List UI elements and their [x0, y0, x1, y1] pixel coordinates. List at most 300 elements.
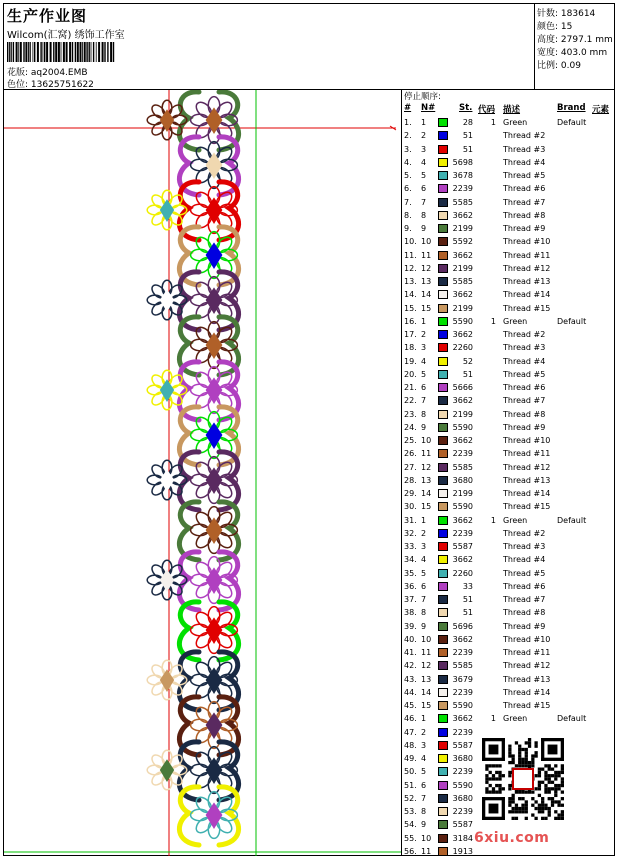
qr-module [551, 804, 554, 807]
row-index: 39. [404, 621, 417, 631]
barcode-bar [107, 42, 108, 62]
table-row [404, 434, 614, 447]
row-description: Thread #9 [503, 621, 546, 631]
row-needle: 1 [421, 515, 427, 525]
color-swatch [438, 198, 448, 207]
row-needle: 4 [421, 157, 427, 167]
table-row [404, 553, 614, 566]
stat-scale [537, 58, 581, 71]
row-index: 13. [404, 277, 417, 286]
col-header-desc: 描述 [503, 105, 521, 115]
color-swatch [438, 608, 448, 617]
qr-module [508, 800, 511, 803]
row-description: Thread #6 [503, 184, 546, 194]
table-row [404, 249, 614, 262]
qr-module [561, 813, 564, 816]
table-row [404, 143, 614, 156]
row-stitches: 5592 [452, 237, 473, 247]
row-description: Thread #5 [503, 171, 546, 180]
row-needle: 7 [421, 595, 427, 604]
qr-module [561, 781, 564, 784]
qr-module [508, 754, 511, 757]
qr-module [512, 794, 515, 797]
color-swatch [438, 436, 448, 445]
row-needle: 9 [421, 621, 427, 631]
qr-module [544, 764, 547, 767]
row-index: 37. [404, 595, 417, 604]
row-index: 22. [404, 396, 417, 406]
table-row [404, 686, 614, 699]
row-code: 1 [490, 118, 496, 127]
qr-module [548, 797, 551, 800]
qr-module [534, 745, 537, 748]
stat-height-label: 高度: [537, 35, 559, 45]
table-row [404, 275, 614, 288]
qr-module [485, 768, 488, 771]
row-needle: 4 [421, 356, 427, 366]
row-brand: Default [557, 714, 587, 724]
pattern-label: 花版: [7, 68, 29, 78]
qr-module [508, 810, 511, 813]
row-index: 46. [404, 714, 417, 724]
qr-module [541, 738, 564, 741]
table-row [404, 196, 614, 209]
row-needle: 6 [421, 383, 427, 392]
row-description: Thread #3 [503, 343, 546, 353]
qr-module [534, 817, 537, 820]
stat-stitches [537, 6, 595, 19]
barcode-bar [9, 42, 10, 62]
color-swatch [438, 728, 448, 737]
qr-module [528, 745, 531, 748]
row-index: 30. [404, 502, 417, 512]
row-needle: 2 [421, 131, 427, 141]
qr-module [534, 787, 537, 790]
row-description: Thread #14 [503, 489, 551, 498]
qr-module [554, 800, 557, 803]
row-stitches: 2199 [452, 409, 473, 419]
row-description: Thread #14 [503, 687, 551, 697]
barcode-bar [34, 42, 35, 62]
row-description: Thread #7 [503, 595, 546, 604]
row-needle: 13 [421, 277, 432, 286]
qr-module [508, 797, 511, 800]
table-row [404, 527, 614, 540]
color-swatch [438, 781, 448, 790]
qr-module [525, 800, 528, 803]
barcode-bar [84, 42, 86, 62]
row-stitches: 3662 [452, 436, 473, 445]
row-description: Thread #12 [503, 462, 551, 472]
color-swatch [438, 184, 448, 193]
row-description: Thread #11 [503, 449, 551, 459]
qr-module [534, 774, 537, 777]
qr-module [521, 810, 524, 813]
qr-module [512, 754, 515, 757]
table-row [404, 567, 614, 580]
table-row [404, 394, 614, 407]
qr-module [525, 807, 528, 810]
row-needle: 6 [421, 581, 427, 591]
row-needle: 10 [421, 634, 432, 644]
row-needle: 11 [421, 449, 432, 459]
color-swatch [438, 330, 448, 339]
row-index: 10. [404, 237, 417, 247]
row-index: 16. [404, 316, 417, 326]
qr-module [548, 813, 551, 816]
row-index: 52. [404, 793, 417, 803]
qr-module [538, 768, 541, 771]
row-index: 17. [404, 330, 417, 339]
qr-module [502, 787, 505, 790]
qr-module [489, 804, 499, 814]
row-stitches: 5590 [452, 701, 473, 710]
color-swatch [438, 383, 448, 392]
stat-height-value: 2797.1 mm [560, 35, 613, 45]
row-stitches: 51 [462, 131, 473, 141]
table-row [404, 514, 614, 527]
color-label: 色位: [7, 80, 29, 90]
row-needle: 5 [421, 369, 427, 379]
qr-module [528, 790, 531, 793]
qr-module [512, 797, 515, 800]
qr-module [482, 738, 505, 741]
qr-module [525, 758, 528, 761]
qr-module [518, 790, 521, 793]
qr-module [544, 771, 547, 774]
row-index: 49. [404, 754, 417, 763]
row-stitches: 3662 [452, 396, 473, 406]
row-description: Thread #8 [503, 210, 546, 220]
table-row [404, 540, 614, 553]
row-description: Thread #3 [503, 542, 546, 551]
qr-module [512, 758, 515, 761]
qr-module [512, 810, 515, 813]
qr-module [502, 738, 505, 761]
color-swatch [438, 449, 448, 458]
color-swatch [438, 357, 448, 366]
row-stitches: 5590 [452, 316, 473, 326]
row-index: 21. [404, 383, 417, 392]
barcode-bar [110, 42, 112, 62]
qr-module [495, 790, 498, 793]
qr-module [534, 741, 537, 744]
qr-module [515, 804, 518, 807]
qr-module [548, 768, 551, 771]
qr-module [492, 790, 495, 793]
qr-module [534, 800, 537, 803]
barcode-bar [104, 42, 105, 62]
row-stitches: 2239 [452, 807, 473, 816]
col-header-code: 代码 [478, 105, 496, 115]
row-brand: Default [557, 118, 587, 127]
table-row [404, 381, 614, 394]
qr-module [498, 771, 501, 774]
row-index: 2. [404, 131, 412, 141]
qr-module [551, 774, 554, 777]
row-description: Green [503, 316, 528, 326]
qr-module [557, 774, 560, 777]
barcode-bar [53, 42, 54, 62]
row-stitches: 2260 [452, 568, 473, 578]
pattern-value: aq2004.EMB [30, 68, 88, 78]
barcode-bar [102, 42, 104, 62]
qr-module [554, 790, 557, 793]
qr-module [541, 817, 544, 820]
qr-module [525, 754, 528, 757]
qr-module [548, 777, 551, 780]
row-needle: 14 [421, 687, 432, 697]
row-description: Thread #14 [503, 290, 551, 300]
color-swatch [438, 582, 448, 591]
row-stitches: 5590 [452, 502, 473, 512]
stat-colors [537, 19, 572, 32]
row-index: 34. [404, 555, 417, 565]
barcode-bar [75, 42, 76, 62]
barcode-bar [37, 42, 39, 62]
row-needle: 12 [421, 462, 432, 472]
color-swatch [438, 370, 448, 379]
qr-module [544, 787, 547, 790]
table-row [404, 355, 614, 368]
qr-module [544, 784, 547, 787]
qr-module [508, 745, 511, 748]
qr-module [489, 771, 492, 774]
barcode-bar [61, 42, 62, 62]
table-row [404, 288, 614, 301]
table-row [404, 235, 614, 248]
barcode-bar [93, 42, 94, 62]
row-needle: 13 [421, 674, 432, 684]
qr-module [515, 741, 518, 744]
qr-module [515, 790, 518, 793]
table-row [404, 328, 614, 341]
qr-module [518, 761, 521, 764]
qr-module [498, 764, 501, 767]
qr-module [541, 800, 544, 803]
row-stitches: 3680 [452, 754, 473, 763]
stat-width-label: 宽度: [537, 48, 559, 58]
color-swatch [438, 396, 448, 405]
row-needle: 5 [421, 568, 427, 578]
qr-module [551, 768, 554, 771]
table-row [404, 593, 614, 606]
color-swatch [438, 741, 448, 750]
qr-module [538, 784, 541, 787]
qr-module [561, 738, 564, 761]
color-swatch [438, 237, 448, 246]
row-stitches: 3678 [452, 171, 473, 180]
qr-module [512, 761, 515, 764]
barcode-bar [40, 42, 41, 62]
row-index: 14. [404, 290, 417, 300]
qr-module [525, 810, 528, 813]
qr-module [534, 754, 537, 757]
qr-module [515, 807, 518, 810]
qr-module [554, 774, 557, 777]
row-stitches: 33 [462, 581, 473, 591]
qr-module [541, 768, 544, 771]
qr-module [485, 790, 488, 793]
table-row [404, 845, 614, 856]
row-needle: 10 [421, 833, 432, 843]
qr-module [538, 774, 541, 777]
qr-module [561, 810, 564, 813]
row-needle: 10 [421, 436, 432, 445]
qr-module [541, 758, 564, 761]
color-swatch [438, 807, 448, 816]
row-needle: 1 [421, 714, 427, 724]
qr-module [561, 817, 564, 820]
table-row [404, 461, 614, 474]
color-swatch [438, 423, 448, 432]
qr-module [541, 781, 544, 784]
qr-module [498, 787, 501, 790]
color-swatch [438, 290, 448, 299]
row-index: 50. [404, 767, 417, 777]
qr-module [538, 781, 541, 784]
color-swatch [438, 304, 448, 313]
qr-module [561, 771, 564, 774]
qr-module [502, 774, 505, 777]
table-row [404, 447, 614, 460]
row-index: 19. [404, 356, 417, 366]
row-description: Thread #9 [503, 224, 546, 233]
row-stitches: 51 [462, 595, 473, 604]
color-swatch [438, 701, 448, 710]
row-stitches: 5585 [452, 277, 473, 286]
barcode-bar [58, 42, 60, 62]
row-stitches: 5590 [452, 780, 473, 790]
row-index: 25. [404, 436, 417, 445]
qr-module [544, 774, 547, 777]
qr-module [521, 748, 524, 751]
qr-module [548, 774, 551, 777]
qr-module [544, 817, 547, 820]
qr-module [561, 797, 564, 800]
qr-module [541, 810, 544, 813]
row-needle: 2 [421, 727, 427, 737]
row-needle: 4 [421, 555, 427, 565]
row-needle: 8 [421, 807, 427, 816]
barcode-bar [66, 42, 68, 62]
row-index: 44. [404, 687, 417, 697]
qr-module [492, 774, 495, 777]
row-description: Thread #11 [503, 648, 551, 657]
qr-module [554, 784, 557, 787]
qr-module [548, 810, 551, 813]
row-stitches: 5585 [452, 197, 473, 207]
qr-module [495, 771, 498, 774]
color-swatch [438, 516, 448, 525]
color-swatch [438, 410, 448, 419]
qr-module [518, 810, 521, 813]
stat-stitches-value: 183614 [560, 9, 596, 19]
studio-name: Wilcom(汇窝) 绣饰工作室 [7, 30, 125, 41]
row-needle: 8 [421, 210, 427, 220]
row-needle: 3 [421, 343, 427, 353]
table-row [404, 712, 614, 725]
row-description: Thread #3 [503, 144, 546, 154]
color-swatch [438, 714, 448, 723]
table-row [404, 699, 614, 712]
barcode-bar [69, 42, 71, 62]
row-needle: 1 [421, 118, 427, 127]
stat-height [537, 32, 613, 45]
qr-module [482, 817, 505, 820]
qr-module [489, 764, 492, 767]
barcode-bar [16, 42, 18, 62]
row-stitches: 3679 [452, 674, 473, 684]
col-header-st: St. [459, 103, 473, 113]
row-index: 12. [404, 263, 417, 273]
qr-module [541, 807, 544, 810]
qr-module [521, 758, 524, 761]
qr-module [528, 761, 531, 764]
qr-module [561, 784, 564, 787]
col-header-elem: 元素 [592, 105, 610, 115]
qr-module [498, 774, 501, 777]
row-description: Thread #4 [503, 157, 546, 167]
row-stitches: 3662 [452, 634, 473, 644]
row-stitches: 2199 [452, 489, 473, 498]
qr-module [508, 751, 511, 754]
qr-module [548, 807, 551, 810]
table-row [404, 116, 614, 129]
row-description: Thread #2 [503, 330, 546, 339]
row-stitches: 51 [462, 144, 473, 154]
row-index: 43. [404, 674, 417, 684]
row-description: Thread #4 [503, 555, 546, 565]
qr-module [544, 807, 547, 810]
qr-module [554, 777, 557, 780]
row-index: 36. [404, 581, 417, 591]
row-needle: 9 [421, 224, 427, 233]
color-swatch [438, 767, 448, 776]
color-swatch [438, 118, 448, 127]
table-row [404, 726, 614, 739]
qr-module [521, 807, 524, 810]
qr-module [544, 804, 547, 807]
row-stitches: 3184 [452, 833, 473, 843]
row-index: 24. [404, 422, 417, 432]
row-stitches: 3662 [452, 210, 473, 220]
table-row [404, 262, 614, 275]
qr-module [489, 777, 492, 780]
qr-module [561, 777, 564, 780]
row-description: Thread #10 [503, 237, 551, 247]
qr-module [561, 804, 564, 807]
qr-module [541, 797, 544, 800]
qr-module [482, 797, 485, 820]
table-row [404, 129, 614, 142]
qr-module [508, 748, 511, 751]
row-description: Thread #11 [503, 250, 551, 260]
barcode-bar [30, 42, 31, 62]
row-description: Thread #4 [503, 356, 546, 366]
row-index: 53. [404, 807, 417, 816]
barcode-bar [77, 42, 79, 62]
qr-module [492, 787, 495, 790]
barcode-bar [80, 42, 82, 62]
table-row [404, 169, 614, 182]
qr-module [525, 761, 528, 764]
qr-module [515, 810, 518, 813]
row-needle: 8 [421, 608, 427, 618]
qr-module [518, 754, 521, 757]
barcode-image [7, 42, 115, 62]
qr-module [498, 790, 501, 793]
